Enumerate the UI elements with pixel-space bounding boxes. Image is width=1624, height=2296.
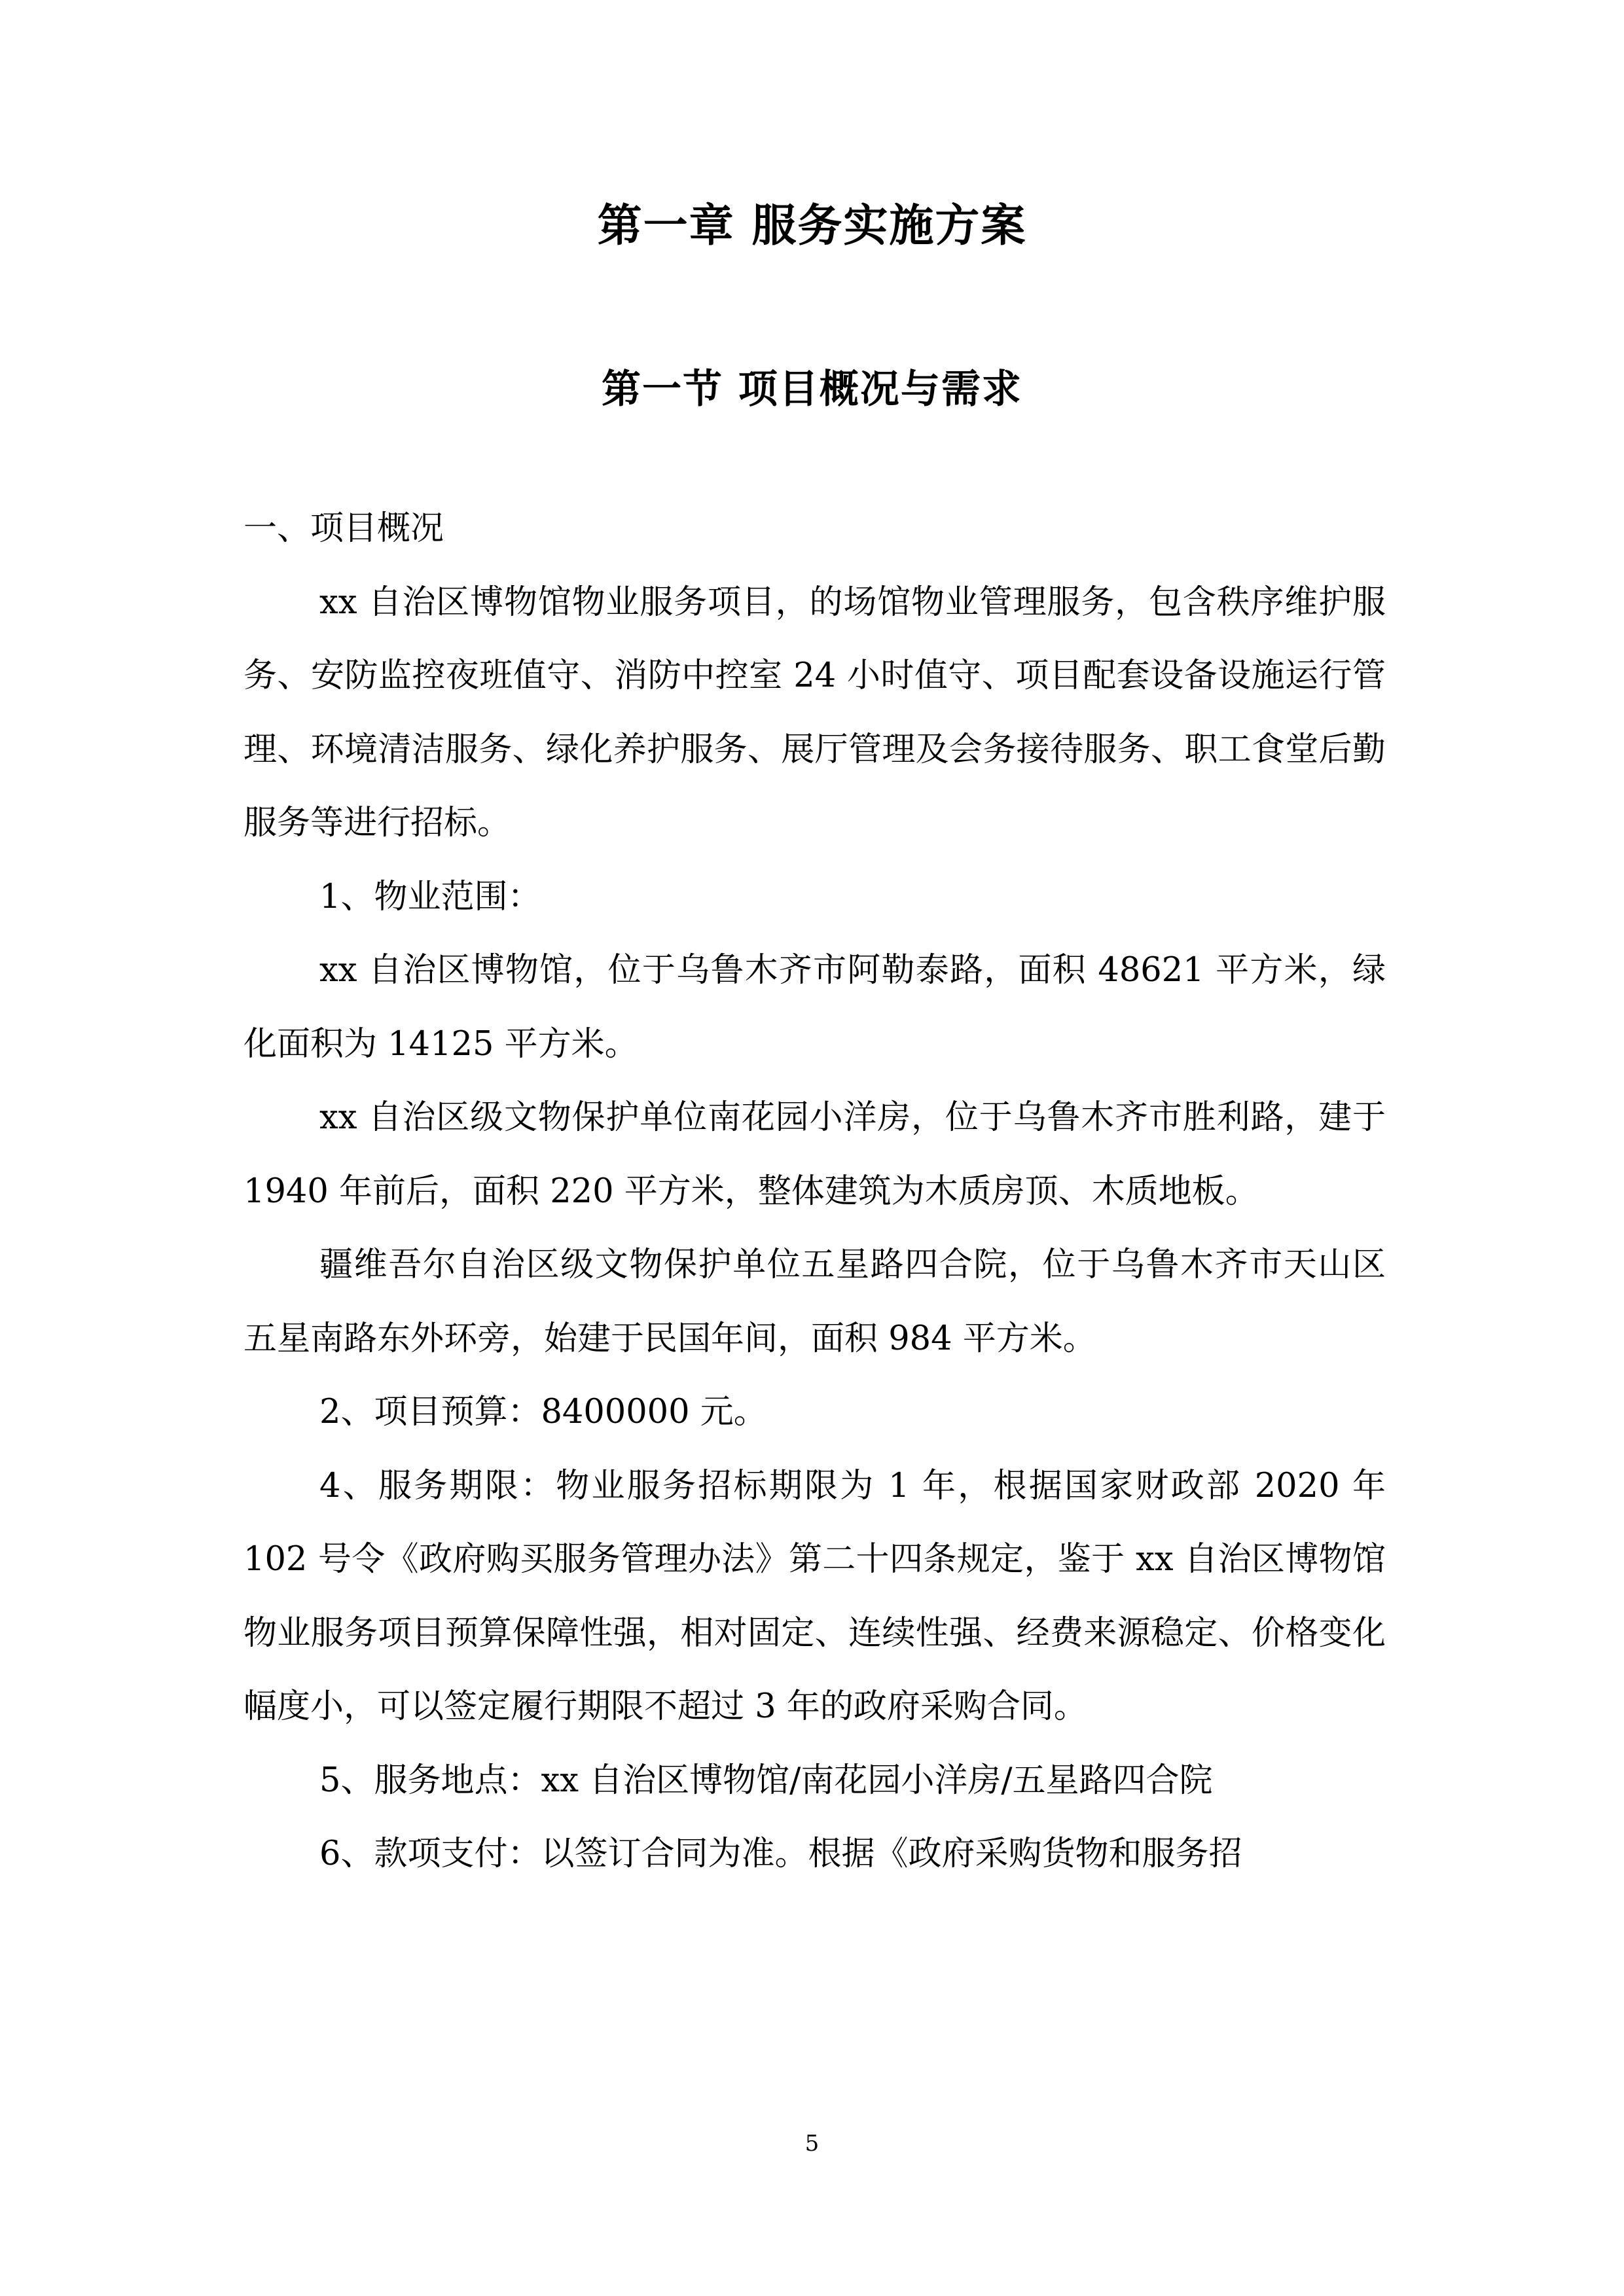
subheading-project-overview: 一、项目概况	[244, 509, 444, 548]
page-number: 5	[804, 2130, 820, 2157]
paragraph-budget: 2、项目预算：8400000 元。	[319, 1393, 767, 1431]
paragraph-wuxing-courtyard: 疆维吾尔自治区级文物保护单位五星路四合院，位于乌鲁木齐市天山区五星南路东外环旁，始建于民国年间，面积 984 平方米。	[244, 1246, 1386, 1358]
paragraph-project-description: xx 自治区博物馆物业服务项目，的场馆物业管理服务，包含秩序维护服务、安防监控夜班值守、消防中控室 24 小时值守、项目配套设备设施运行管理、环境清洁服务、绿化养护服务、展厅管理及会务接待服务、职工食堂后勤服务等进行招标。	[244, 583, 1386, 842]
paragraph-property-scope-label: 1、物业范围：	[319, 877, 541, 916]
paragraph-payment: 6、款项支付：以签订合同为准。根据《政府采购货物和服务招	[319, 1835, 1242, 1873]
paragraph-museum-site: xx 自治区博物馆，位于乌鲁木齐市阿勒泰路，面积 48621 平方米，绿化面积为 14125 平方米。	[244, 951, 1386, 1064]
paragraph-service-location: 5、服务地点：xx 自治区博物馆/南花园小洋房/五星路四合院	[319, 1761, 1213, 1800]
document-body	[244, 492, 1386, 1892]
paragraph-service-term: 4、服务期限：物业服务招标期限为 1 年，根据国家财政部 2020 年 102 号令《政府购买服务管理办法》第二十四条规定，鉴于 xx 自治区博物馆物业服务项目预算保障性强，相对固定、连续性强、经费来源稳定、价格变化幅度小，可以签定履行期限不超过 3 年的政府采购合同。	[244, 1466, 1386, 1726]
section-title: 第一节 项目概况与需求	[602, 367, 1022, 412]
paragraph-south-garden-house: xx 自治区级文物保护单位南花园小洋房，位于乌鲁木齐市胜利路，建于 1940 年前后，面积 220 平方米，整体建筑为木质房顶、木质地板。	[244, 1098, 1386, 1211]
chapter-title: 第一章 服务实施方案	[597, 200, 1027, 252]
